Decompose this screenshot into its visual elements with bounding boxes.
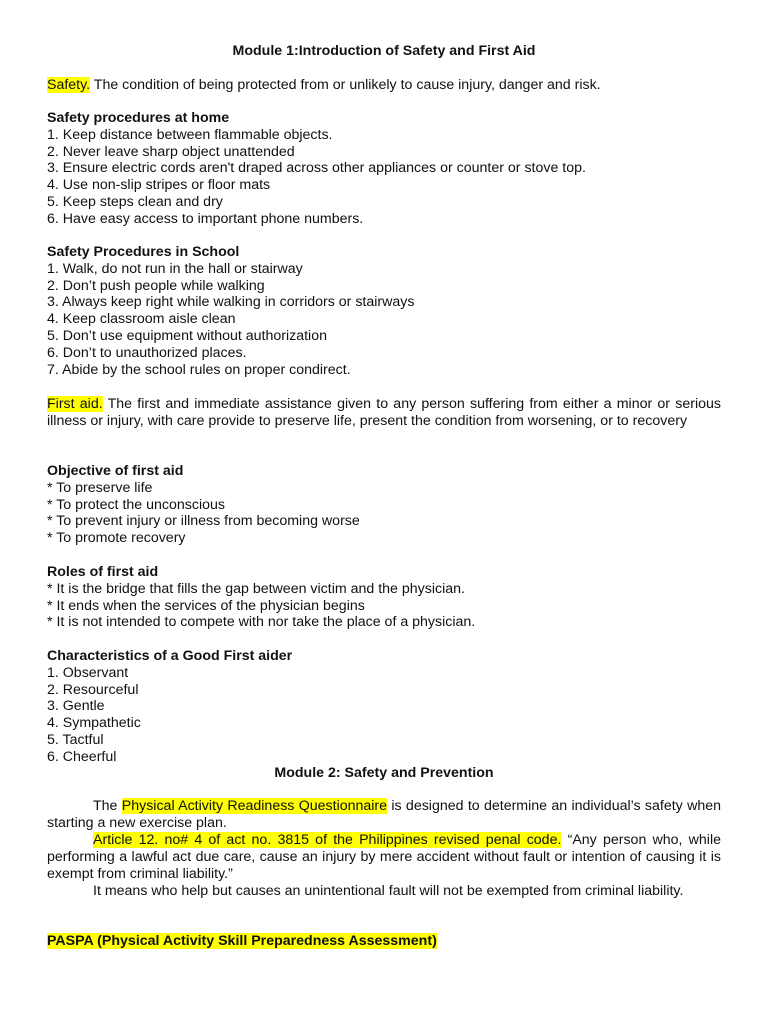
objective-section [47, 463, 721, 547]
characteristics-heading: Characteristics of a Good First aider [47, 648, 293, 664]
characteristics-item: 5. Tactful [47, 731, 104, 748]
parq-paragraph [47, 798, 721, 832]
roles-item: * It is not intended to compete with nor take the place of a physician. [47, 614, 476, 631]
roles-heading: Roles of first aid [47, 564, 159, 580]
roles-item: * It is the bridge that fills the gap between victim and the physician. [47, 580, 465, 597]
objective-item: * To protect the unconscious [47, 496, 225, 513]
school-item: 5. Don’t use equipment without authorization [47, 327, 327, 344]
characteristics-item: 1. Observant [47, 664, 129, 681]
characteristics-item: 2. Resourceful [47, 681, 139, 698]
school-item: 2. Don’t push people while walking [47, 277, 265, 294]
home-item: 3. Ensure electric cords aren't draped across other appliances or counter or stove top. [47, 160, 586, 177]
article-highlight: Article 12. no# 4 of act no. 3815 of the Philippines revised penal code. [93, 832, 562, 848]
firstaid-definition [47, 396, 721, 430]
paspa-heading-line [47, 933, 721, 950]
parq-highlight: Physical Activity Readiness Questionnaire [121, 798, 388, 814]
characteristics-item: 4. Sympathetic [47, 715, 141, 732]
school-item: 7. Abide by the school rules on proper condirect. [47, 361, 351, 378]
school-heading: Safety Procedures in School [47, 244, 240, 260]
firstaid-term-highlight: First aid. [47, 396, 103, 412]
school-item: 4. Keep classroom aisle clean [47, 311, 236, 328]
school-item: 6. Don’t to unauthorized places. [47, 344, 247, 361]
safety-definition [47, 77, 721, 94]
parq-pre-text: The [93, 798, 122, 814]
paspa-heading: PASPA (Physical Activity Skill Preparedness Assessment) [47, 933, 437, 949]
liability-paragraph: It means who help but causes an unintentional fault will not be exempted from criminal liability. [93, 883, 684, 899]
safety-def-text: The condition of being protected from or unlikely to cause injury, danger and risk. [90, 77, 601, 93]
school-item: 3. Always keep right while walking in corridors or stairways [47, 294, 415, 311]
home-item: 4. Use non-slip stripes or floor mats [47, 177, 271, 194]
home-item: 2. Never leave sharp object unattended [47, 143, 295, 160]
objective-item: * To preserve life [47, 479, 153, 496]
safety-term-highlight: Safety. [47, 77, 91, 93]
characteristics-item: 3. Gentle [47, 698, 105, 715]
objective-item: * To promote recovery [47, 530, 186, 547]
firstaid-def-text: The first and immediate assistance given to any person suffering from either a minor or serious illness or injury, with care provide to preserve life, present the condition from worsening, or to recovery [47, 396, 721, 429]
home-item: 6. Have easy access to important phone numbers. [47, 210, 364, 227]
home-item: 5. Keep steps clean and dry [47, 193, 223, 210]
home-item: 1. Keep distance between flammable objects. [47, 126, 333, 143]
school-section [47, 244, 721, 378]
roles-section [47, 564, 721, 631]
module1-title: Module 1:Introduction of Safety and First Aid [232, 43, 536, 59]
article-paragraph [47, 832, 721, 882]
parq-post-text: is designed to determine an individual’s safety when starting a new exercise plan. [47, 798, 722, 831]
characteristics-item: 6. Cheerful [47, 748, 117, 765]
article-quote-text: “Any person who, while performing a lawful act due care, cause an injury by mere accident without fault or intention of causing it is exempt from criminal liability.” [47, 832, 721, 882]
objective-heading: Objective of first aid [47, 463, 184, 479]
characteristics-section [47, 648, 721, 766]
home-heading: Safety procedures at home [47, 110, 230, 126]
objective-item: * To prevent injury or illness from becoming worse [47, 513, 360, 530]
roles-item: * It ends when the services of the physician begins [47, 597, 365, 614]
module2-title: Module 2: Safety and Prevention [274, 765, 494, 781]
school-item: 1. Walk, do not run in the hall or stairway [47, 260, 303, 277]
home-section [47, 110, 721, 228]
